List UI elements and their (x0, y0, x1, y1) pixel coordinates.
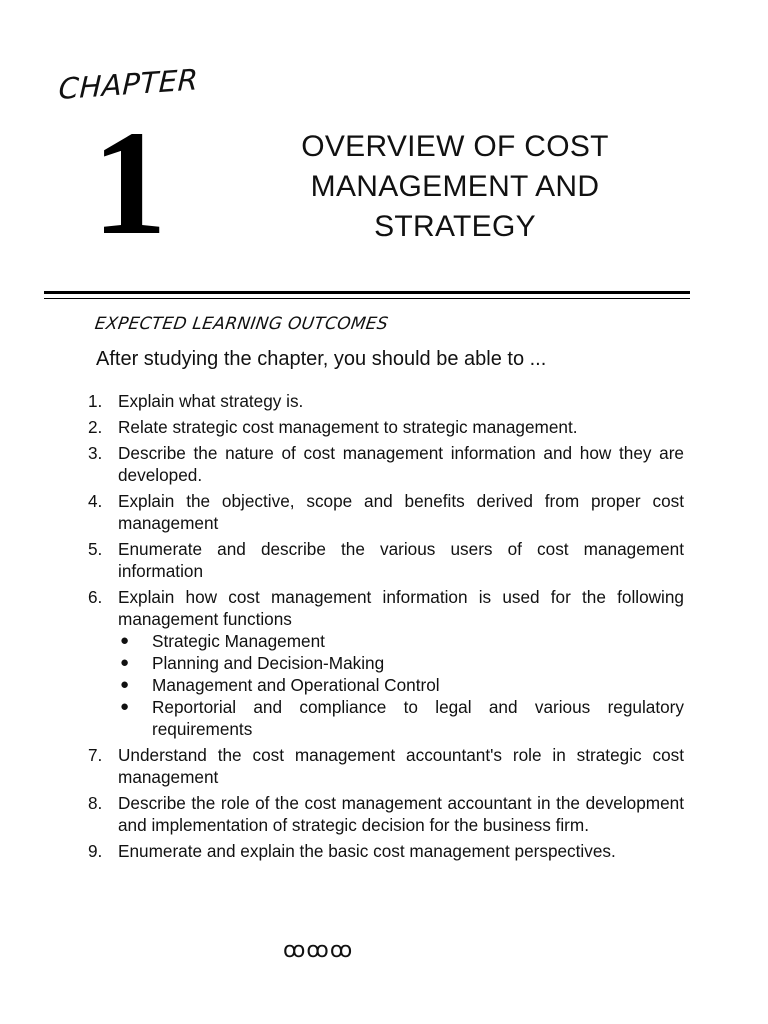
intro-text: After studying the chapter, you should be able to ... (96, 348, 547, 370)
outcome-number: 9. (88, 841, 103, 861)
bullet-icon: ● (120, 676, 130, 693)
divider-rule-thin (44, 298, 690, 299)
outcome-number: 1. (88, 391, 103, 411)
sub-item-text: Strategic Management (152, 631, 325, 651)
outcome-number: 6. (88, 587, 103, 607)
outcome-number: 2. (88, 417, 103, 437)
outcome-number: 5. (88, 539, 103, 559)
outcomes-heading: EXPECTED LEARNING OUTCOMES (93, 314, 390, 334)
outcome-item (88, 792, 684, 836)
outcome-text: Understand the cost management accountant's role in strategic cost management (118, 745, 684, 787)
sub-item (118, 630, 684, 652)
outcome-text: Explain what strategy is. (118, 391, 304, 411)
outcome-text: Enumerate and explain the basic cost management perspectives. (118, 841, 616, 861)
outcome-item (88, 538, 684, 582)
bullet-icon: ● (120, 654, 130, 671)
sub-item-text: Planning and Decision-Making (152, 653, 385, 673)
sub-item (118, 696, 684, 740)
outcome-number: 4. (88, 491, 103, 511)
outcome-item (88, 490, 684, 534)
outcome-text: Relate strategic cost management to strategic management. (118, 417, 578, 437)
outcome-item (88, 586, 684, 740)
sub-item-text: Management and Operational Control (152, 675, 440, 695)
outcome-item (88, 442, 684, 486)
outcome-item (88, 840, 684, 862)
outcome-text: Describe the nature of cost management information and how they are developed. (118, 443, 684, 485)
chapter-title-line: STRATEGY (374, 210, 536, 243)
chapter-title-line: OVERVIEW OF COST (301, 130, 609, 163)
sub-item-text: Reportorial and compliance to legal and various regulatory requirements (152, 697, 684, 739)
outcome-text: Explain the objective, scope and benefits derived from proper cost management (118, 491, 684, 533)
end-ornament: ꝏꝏꝏ (283, 938, 354, 963)
chapter-number: 1 (92, 100, 167, 266)
outcomes-list (88, 390, 684, 866)
outcome-item (88, 416, 684, 438)
outcome-text: Enumerate and describe the various users of cost management information (118, 539, 684, 581)
outcome-number: 3. (88, 443, 103, 463)
chapter-title-line: MANAGEMENT AND (310, 170, 600, 203)
divider-rule-thick (44, 291, 690, 294)
outcome-text: Explain how cost management information is used for the following management functions (118, 587, 684, 629)
outcome-item (88, 744, 684, 788)
outcome-item (88, 390, 684, 412)
chapter-title (250, 127, 660, 247)
outcome-subitems (118, 630, 684, 740)
sub-item (118, 652, 684, 674)
chapter-label: CHAPTER (58, 62, 199, 106)
outcome-number: 8. (88, 793, 103, 813)
sub-item (118, 674, 684, 696)
outcome-text: Describe the role of the cost management accountant in the development and implementation of strategic decision for the business firm. (118, 793, 684, 835)
bullet-icon: ● (120, 632, 130, 649)
outcome-number: 7. (88, 745, 103, 765)
bullet-icon: ● (120, 698, 130, 715)
